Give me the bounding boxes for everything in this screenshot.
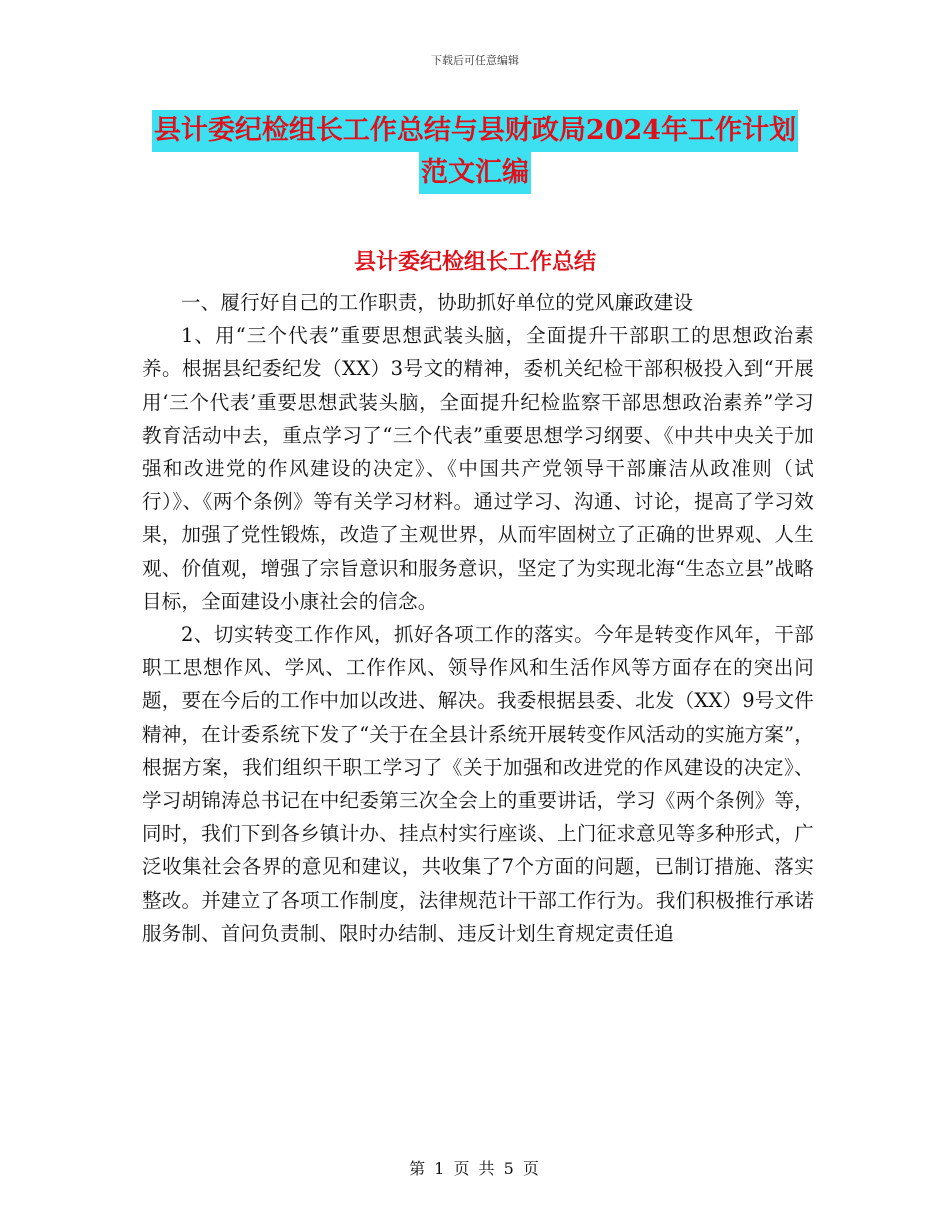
header-note: 下载后可任意编辑 (431, 54, 519, 67)
page-footer: 第 1 页 共 5 页 (409, 1159, 541, 1178)
title-line-1: 县计委纪检组长工作总结与县财政局2024年工作计划 (152, 110, 798, 152)
title-line-2: 范文汇编 (419, 152, 531, 194)
paragraph-3: 2、切实转变工作作风，抓好各项工作的落实。今年是转变作风年，干部职工思想作风、学风、工作作风、领导作风和生活作风等方面存在的突出问题，要在今后的工作中加以改进、解决。我委根据县委、北发（XX）9号文件精神，在计委系统下发了“关于在全县计系统开展转变作风活动的实施方案”，根据方案，我们组织干职工学习了《关于加强和改进党的作风建设的决定》、学习胡锦涛总书记在中纪委第三次全会上的重要讲话，学习《两个条例》等，同时，我们下到各乡镇计办、挂点村实行座谈、上门征求意见等多种形式，广泛收集社会各界的意见和建议，共收集了7个方面的问题，已制订措施、落实整改。并建立了各项工作制度，法律规范计干部工作行为。我们积极推行承诺服务制、首问负责制、限时办结制、违反计划生育规定责任追 (142, 623, 814, 945)
document-body (142, 286, 814, 950)
paragraph-1: 一、履行好自己的工作职责，协助抓好单位的党风廉政建设 (181, 291, 694, 314)
section-subtitle: 县计委纪检组长工作总结 (353, 249, 596, 275)
paragraph-2: 1、用“三个代表”重要思想武装头脑，全面提升干部职工的思想政治素养。根据县纪委纪发（XX）3号文的精神，委机关纪检干部积极投入到“开展用‘三个代表’重要思想武装头脑，全面提升纪检监察干部思想政治素养”学习教育活动中去，重点学习了“三个代表”重要思想学习纲要、《中共中央关于加强和改进党的作风建设的决定》、《中国共产党领导干部廉洁从政准则（试行）》、《两个条例》等有关学习材料。通过学习、沟通、讨论，提高了学习效果，加强了党性锻炼，改造了主观世界，从而牢固树立了正确的世界观、人生观、价值观，增强了宗旨意识和服务意识，坚定了为实现北海“生态立县”战略目标，全面建设小康社会的信念。 (142, 324, 814, 613)
document-title (0, 110, 950, 194)
